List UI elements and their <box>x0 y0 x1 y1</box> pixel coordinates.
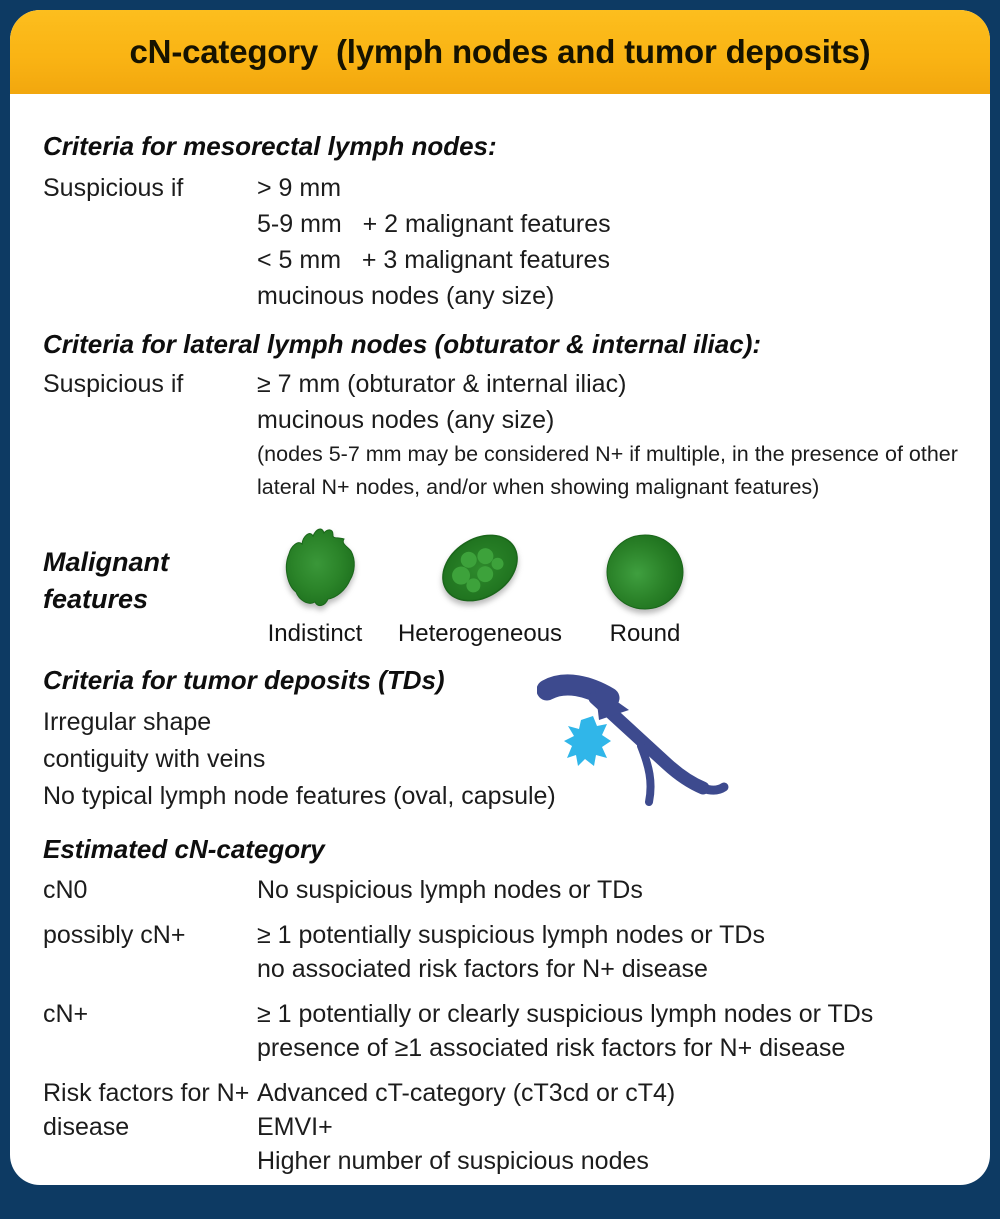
header-bar <box>10 10 990 94</box>
lateral-row-label: Suspicious if <box>43 370 184 398</box>
malignant-feature-figures <box>257 518 966 648</box>
malignant-features-label-line2: features <box>43 584 149 614</box>
table-row-cn0 <box>43 873 966 907</box>
row-value-line: No suspicious lymph nodes or TDs <box>257 876 643 904</box>
lateral-heading: Criteria for lateral lymph nodes (obturator & internal iliac): <box>43 329 762 359</box>
malignant-features-row <box>43 518 966 648</box>
row-value-line: Higher number of suspicious nodes <box>257 1147 649 1175</box>
row-value-cn0 <box>257 873 966 907</box>
tumor-deposits-criterion: contiguity with veins <box>43 745 266 773</box>
page-title: cN-category (lymph nodes and tumor deposits) <box>129 33 871 70</box>
row-value-line: no associated risk factors for N+ disease <box>257 955 708 983</box>
estimated-heading: Estimated cN-category <box>43 834 325 864</box>
cn-category-card <box>10 10 990 1185</box>
mesorectal-criteria-list <box>257 170 966 314</box>
section-malignant-features <box>43 518 966 648</box>
figure-round-node <box>575 518 715 648</box>
content-area <box>10 94 990 1178</box>
lateral-criteria-list <box>257 366 966 504</box>
row-value-risk-factors <box>257 1076 966 1178</box>
mesorectal-criterion: > 9 mm <box>257 174 342 202</box>
lateral-row <box>43 366 966 504</box>
row-label-cn-plus: cN+ <box>43 1000 89 1028</box>
row-value-line: ≥ 1 potentially suspicious lymph nodes or TDs <box>257 921 765 949</box>
row-value-line: ≥ 1 potentially or clearly suspicious lymph nodes or TDs <box>257 1000 874 1028</box>
tumor-deposits-heading: Criteria for tumor deposits (TDs) <box>43 665 445 695</box>
row-value-cn-plus <box>257 997 966 1065</box>
figure-label-indistinct: Indistinct <box>267 620 363 647</box>
malignant-features-label-line1: Malignant <box>43 547 169 577</box>
mesorectal-row <box>43 170 966 314</box>
lateral-criterion: ≥ 7 mm (obturator & internal iliac) <box>257 370 627 398</box>
figure-label-heterogeneous: Heterogeneous <box>397 620 563 647</box>
section-mesorectal-criteria <box>43 130 966 314</box>
row-value-line: Advanced cT-category (cT3cd or cT4) <box>257 1079 676 1107</box>
tumor-deposits-criterion: No typical lymph node features (oval, capsule) <box>43 782 556 810</box>
row-label-possibly-cn-plus: possibly cN+ <box>43 921 186 949</box>
mesorectal-criterion: 5-9 mm + 2 malignant features <box>257 210 611 238</box>
row-value-possibly-cn-plus <box>257 918 966 986</box>
mesorectal-criterion: mucinous nodes (any size) <box>257 282 555 310</box>
figure-label-round: Round <box>609 620 681 647</box>
row-value-line: presence of ≥1 associated risk factors for N+ disease <box>257 1034 846 1062</box>
tumor-deposits-criterion: Irregular shape <box>43 708 212 736</box>
indistinct-node-icon <box>267 518 363 612</box>
figure-heterogeneous-node <box>397 518 563 648</box>
figure-indistinct-node <box>245 518 385 648</box>
mesorectal-criterion: < 5 mm + 3 malignant features <box>257 246 610 274</box>
table-row-possibly-cn-plus <box>43 918 966 986</box>
vein-tumor-deposit-icon <box>537 664 737 819</box>
row-value-line: EMVI+ <box>257 1113 333 1141</box>
mesorectal-heading: Criteria for mesorectal lymph nodes: <box>43 131 497 161</box>
heterogeneous-node-icon <box>434 518 526 612</box>
malignant-features-label <box>43 518 257 648</box>
tumor-deposits-criteria-list <box>43 704 966 815</box>
row-label-cn0: cN0 <box>43 876 88 904</box>
round-node-icon <box>604 518 686 612</box>
lateral-note: (nodes 5-7 mm may be considered N+ if multiple, in the presence of other lateral N+ nodes, and/or when showing malignant features) <box>257 442 958 499</box>
lateral-criterion: mucinous nodes (any size) <box>257 406 555 434</box>
table-row-cn-plus <box>43 997 966 1065</box>
section-tumor-deposits <box>43 664 966 815</box>
mesorectal-row-label: Suspicious if <box>43 174 184 202</box>
section-lateral-criteria <box>43 328 966 504</box>
section-estimated-cn-category <box>43 833 966 1178</box>
table-row-risk-factors <box>43 1076 966 1178</box>
row-label-risk-factors: Risk factors for N+ disease <box>43 1079 250 1141</box>
